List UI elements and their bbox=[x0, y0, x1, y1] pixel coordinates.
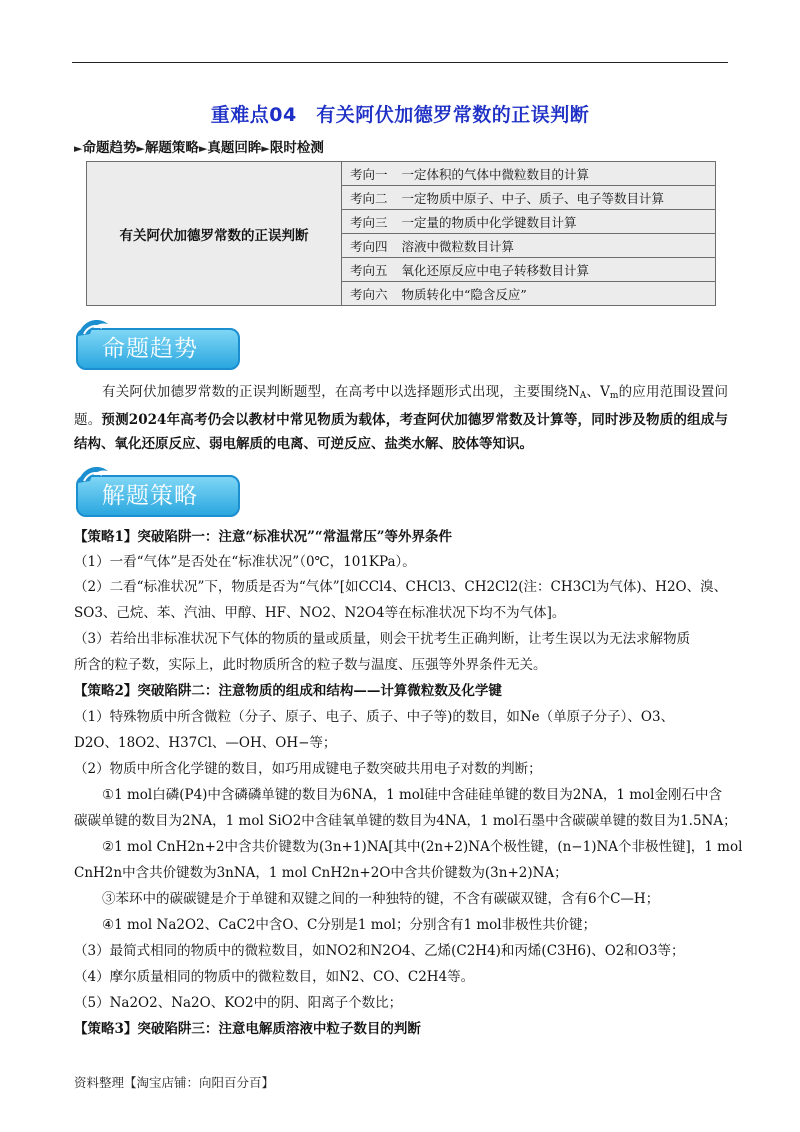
nav-item[interactable]: 限时检测 bbox=[269, 140, 324, 156]
section-banner-trend: 命题趋势 bbox=[76, 318, 242, 370]
text-line: ①1 mol白磷(P4)中含磷磷单键的数目为6NA，1 mol硅中含硅硅单键的数目为2NA，1 mol金刚石中含 bbox=[102, 787, 722, 803]
text-line: （1）一看“气体”是否处在“标准状况”（0℃，101KPa）。 bbox=[74, 554, 416, 570]
page-title: 重难点04 有关阿伏加德罗常数的正误判断 bbox=[210, 104, 590, 126]
text-line: （2）物质中所含化学键的数目，如巧用成键电子数突破共用电子对数的判断； bbox=[74, 761, 542, 777]
arrow-icon: ► bbox=[74, 142, 83, 155]
trend-paragraph: 有关阿伏加德罗常数的正误判断题型，在高考中以选择题形式出现，主要围绕$N_A$、$V_m$的应用范围设置问题。预测2024年高考仍会以教材中常见物质为载体，考查阿伏加德罗常数及计算等，同时涉及物质的组成与结构、氧化还原反应、弱电解质的电离、可逆反应、盐类水解、胶体等知识。 bbox=[74, 384, 729, 452]
topic-row: 考向一 一定体积的气体中微粒数目的计算 bbox=[342, 162, 716, 186]
text-line: （5）Na2O2、Na2O、KO2中的阴、阳离子个数比； bbox=[74, 995, 403, 1011]
text-line: CnH2n中含共价键数为3nNA，1 mol CnH2n+2O中含共价键数为(3n+2)NA； bbox=[74, 865, 568, 881]
text-line: SO3、己烷、苯、汽油、甲醇、HF、NO2、N2O4等在标准状况下均不为气体]。 bbox=[74, 605, 566, 621]
nav-item[interactable]: 命题趋势 bbox=[82, 140, 137, 156]
text-line: 所含的粒子数，实际上，此时物质所含的粒子数与温度、压强等外界条件无关。 bbox=[74, 657, 547, 673]
text-line: （3）若给出非标准状况下气体的物质的量或质量，则会干扰考生正确判断，让考生误以为无法求解物质 bbox=[74, 631, 691, 647]
section-nav bbox=[74, 136, 324, 156]
text-line: （3）最简式相同的物质中的微粒数目，如NO2和N2O4、乙烯(C2H4)和丙烯(C3H6)、O2和O3等； bbox=[74, 943, 685, 959]
arrow-icon: ► bbox=[198, 142, 208, 155]
header-rule bbox=[72, 62, 728, 63]
topic-table bbox=[86, 161, 716, 306]
topic-row: 考向六 物质转化中“隐含反应” bbox=[342, 282, 716, 306]
topic-row: 考向三 一定量的物质中化学键数目计算 bbox=[342, 210, 716, 234]
text-line: 碳碳单键的数目为2NA，1 mol SiO2中含硅氧单键的数目为4NA，1 mol石墨中含碳碳单键的数目为1.5NA； bbox=[74, 813, 737, 829]
topic-row: 考向二 一定物质中原子、中子、质子、电子等数目计算 bbox=[342, 186, 716, 210]
arrow-icon: ► bbox=[136, 142, 145, 155]
nav-item[interactable]: 真题回眸 bbox=[207, 140, 262, 156]
text-line: （4）摩尔质量相同的物质中的微粒数目，如N2、CO、C2H4等。 bbox=[74, 969, 475, 985]
topic-row: 考向五 氧化还原反应中电子转移数目计算 bbox=[342, 258, 716, 282]
text-line: （2）二看“标准状况”下，物质是否为“气体”[如CCl4、CHCl3、CH2Cl2(注：CH3Cl为气体)、H2O、溴、 bbox=[74, 579, 728, 595]
strategy-heading: 【策略1】突破陷阱一：注意“标准状况”“常温常压”等外界条件 bbox=[74, 529, 452, 545]
strategy-heading: 【策略2】突破陷阱二：注意物质的组成和结构——计算微粒数及化学键 bbox=[74, 683, 502, 699]
text-line: ②1 mol CnH2n+2中含共价键数为(3n+1)NA[其中(2n+2)NA个极性键，(n−1)NA个非极性键]，1 mol bbox=[102, 839, 743, 855]
nav-item[interactable]: 解题策略 bbox=[144, 140, 199, 156]
text-line: D2O、18O2、H37Cl、—OH、OH−等； bbox=[74, 735, 337, 751]
topic-table-label: 有关阿伏加德罗常数的正误判断 bbox=[87, 162, 342, 306]
topic-row: 考向四 溶液中微粒数目计算 bbox=[342, 234, 716, 258]
text-line: （1）特殊物质中所含微粒（分子、原子、电子、质子、中子等)的数目，如Ne（单原子分子）、O3、 bbox=[74, 709, 675, 725]
section-banner-strategy: 解题策略 bbox=[76, 465, 242, 517]
text-line: ③苯环中的碳碳键是介于单键和双键之间的一种独特的键，不含有碳碳双键，含有6个C—H； bbox=[102, 891, 660, 907]
strategy-heading: 【策略3】突破陷阱三：注意电解质溶液中粒子数目的判断 bbox=[74, 1021, 421, 1037]
text-line: ④1 mol Na2O2、CaC2中含O、C分别是1 mol；分别含有1 mol非极性共价键； bbox=[102, 917, 597, 933]
arrow-icon: ► bbox=[261, 142, 270, 155]
footer-note: 资料整理【淘宝店铺：向阳百分百】 bbox=[74, 1075, 275, 1090]
